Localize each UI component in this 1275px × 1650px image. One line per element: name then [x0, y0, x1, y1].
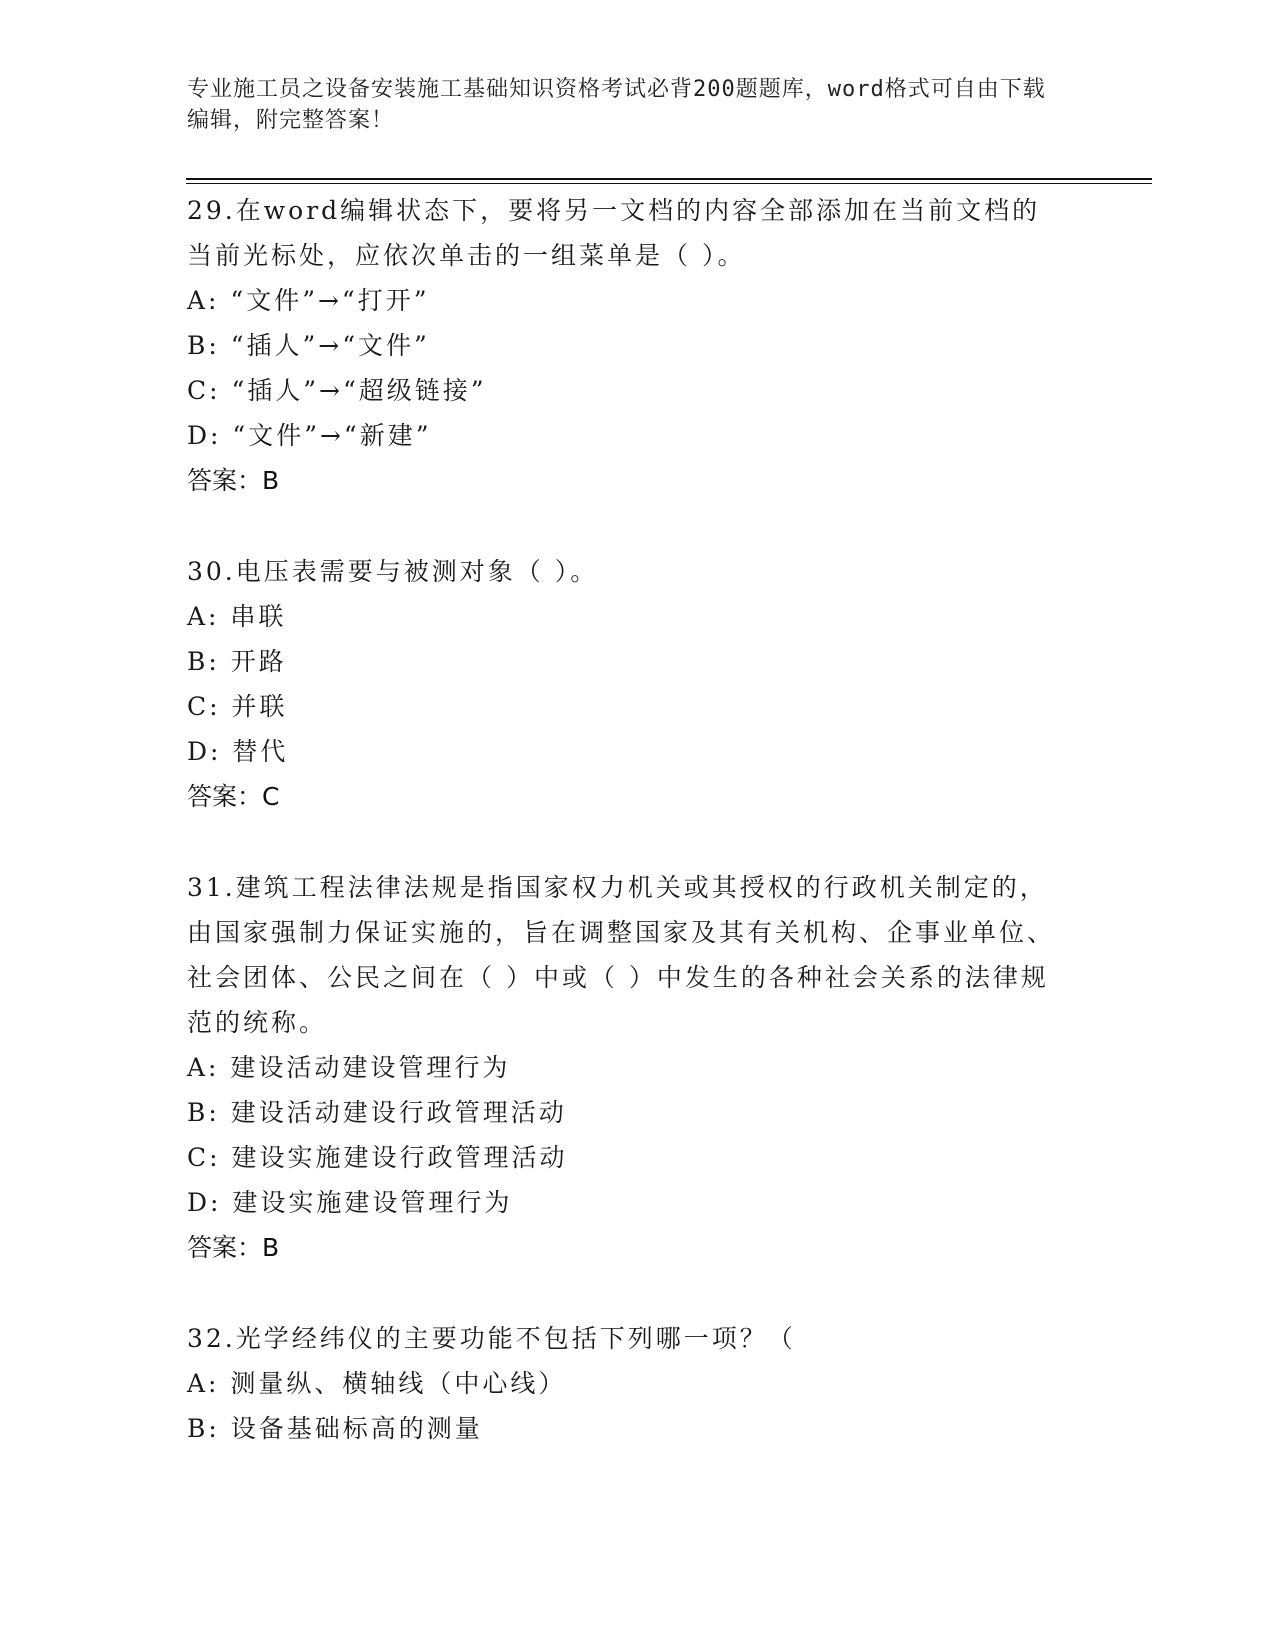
question-30 — [187, 549, 1067, 820]
header-divider-thin — [186, 183, 1152, 184]
option-b: B: 设备基础标高的测量 — [187, 1414, 483, 1443]
question-31 — [187, 865, 1067, 1271]
option-a: A: 建设活动建设管理行为 — [187, 1053, 511, 1082]
option-a: A: 串联 — [187, 602, 287, 631]
answer: 答案：B — [187, 1233, 280, 1262]
question-text: 30.电压表需要与被测对象（ ）。 — [187, 557, 599, 586]
question-text: 29.在word编辑状态下，要将另一文档的内容全部添加在当前文档的当前光标处，应依次单击的一组菜单是（ ）。 — [187, 196, 1041, 270]
option-d: D: 替代 — [187, 737, 289, 766]
question-32 — [187, 1316, 1067, 1451]
question-text: 32.光学经纬仪的主要功能不包括下列哪一项？（ — [187, 1324, 796, 1353]
option-d: D: “文件”→“新建” — [187, 421, 432, 450]
answer: 答案：B — [187, 466, 280, 495]
answer: 答案：C — [187, 782, 280, 811]
option-c: C: “插人”→“超级链接” — [187, 376, 487, 405]
option-c: C: 并联 — [187, 692, 288, 721]
option-d: D: 建设实施建设管理行为 — [187, 1188, 513, 1217]
option-a: A: “文件”→“打开” — [187, 286, 430, 315]
question-list — [187, 188, 1067, 1496]
document-header: 专业施工员之设备安装施工基础知识资格考试必背200题题库，word格式可自由下载编辑，附完整答案！ — [187, 77, 1046, 133]
option-c: C: 建设实施建设行政管理活动 — [187, 1143, 568, 1172]
option-b: B: “插人”→“文件” — [187, 331, 430, 360]
question-text: 31.建筑工程法律法规是指国家权力机关或其授权的行政机关制定的，由国家强制力保证实施的，旨在调整国家及其有关机构、企事业单位、社会团体、公民之间在（ ）中或（ ）中发生的各种社会关系的法律规范的统称。 — [187, 873, 1056, 1037]
question-29 — [187, 188, 1067, 504]
option-b: B: 建设活动建设行政管理活动 — [187, 1098, 567, 1127]
header-divider — [186, 178, 1152, 180]
option-b: B: 开路 — [187, 647, 287, 676]
option-a: A: 测量纵、横轴线（中心线） — [187, 1369, 567, 1398]
